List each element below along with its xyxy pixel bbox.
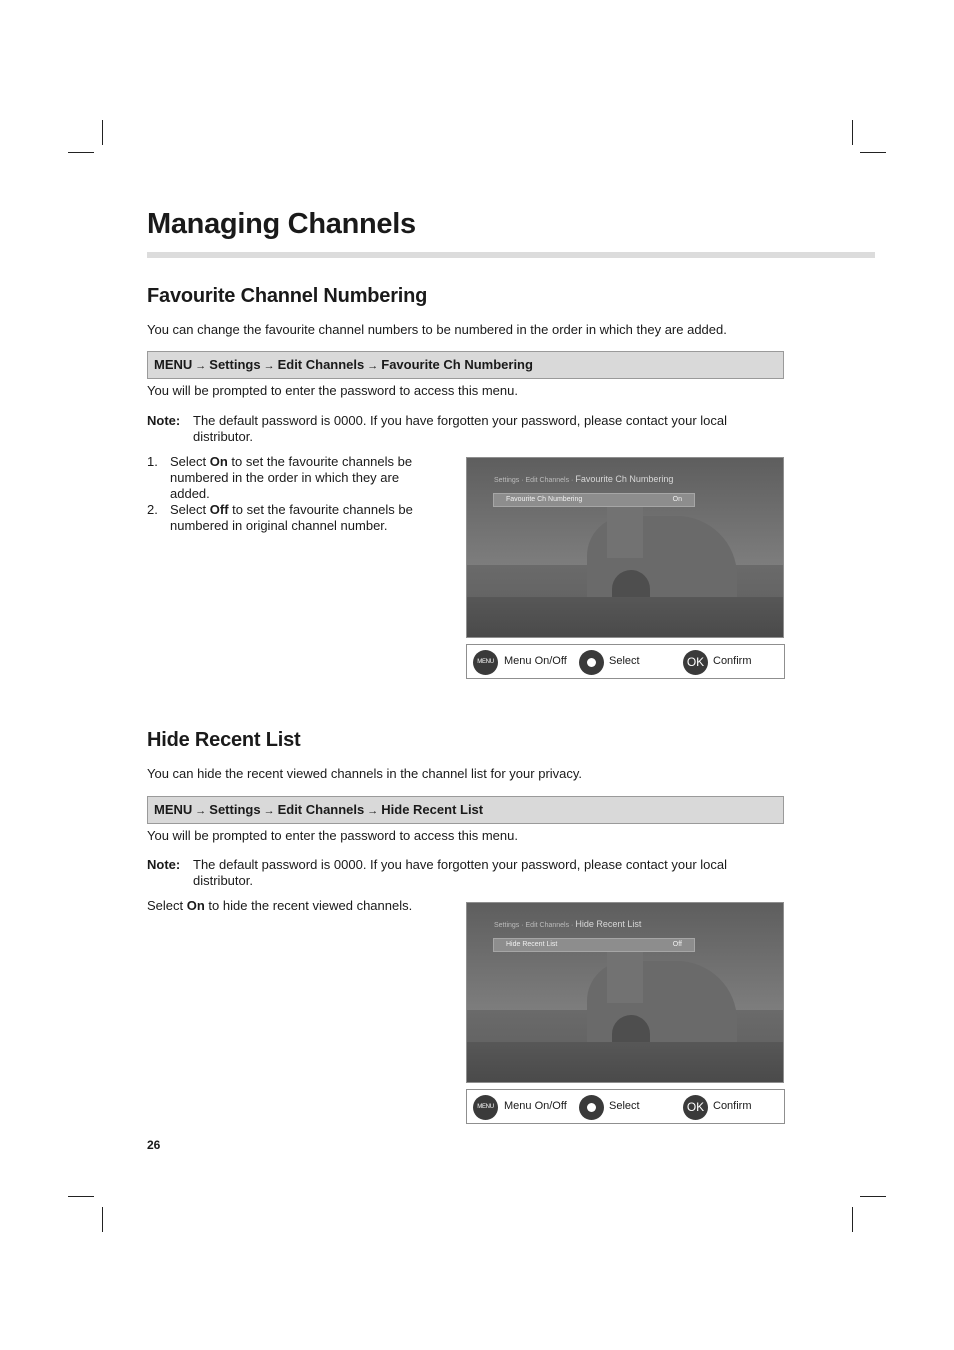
tv-row-value: On (672, 496, 682, 503)
title-rule (147, 252, 875, 258)
note (147, 857, 767, 889)
menu-key-label: Menu On/Off (504, 1100, 567, 1112)
nav-key-label: Select (609, 1100, 640, 1112)
crop-mark (102, 1207, 103, 1232)
instruction-text (147, 898, 412, 914)
crop-mark (852, 1207, 853, 1232)
note-label: Note: (147, 857, 181, 872)
step-text: Select (170, 454, 210, 469)
menu-key-icon: MENU (473, 1095, 498, 1120)
background-tower (607, 943, 643, 1003)
step-item (147, 454, 437, 502)
note-text: The default password is 0000. If you have forgotten your password, please contact your local distributor. (193, 857, 728, 888)
crop-mark (68, 1196, 94, 1197)
path-item: Hide Recent List (381, 802, 484, 817)
instruction-part: Select (147, 898, 187, 913)
path-arrow: → (263, 360, 275, 372)
remote-key-legend (466, 644, 785, 679)
remote-key-legend (466, 1089, 785, 1124)
tv-menu-row (493, 493, 695, 507)
section-intro: You can change the favourite channel numbers to be numbered in the order in which they are added. (147, 322, 727, 337)
tv-breadcrumb-path: Settings · Edit Channels · (494, 922, 574, 929)
page-number: 26 (147, 1138, 161, 1152)
tv-breadcrumb (494, 919, 641, 929)
tv-breadcrumb-current: Favourite Ch Numbering (575, 474, 674, 484)
tv-breadcrumb (494, 474, 673, 484)
step-number: 1. (147, 454, 158, 469)
nav-key-icon (579, 1095, 604, 1120)
crop-mark (102, 120, 103, 145)
tv-row-value: Off (672, 941, 682, 948)
note (147, 413, 767, 445)
step-option: Off (209, 502, 229, 517)
menu-path (147, 796, 784, 824)
tv-breadcrumb-current: Hide Recent List (575, 919, 642, 929)
page-title: Managing Channels (147, 208, 416, 240)
path-item: MENU (154, 802, 193, 817)
nav-key-label: Select (609, 655, 640, 667)
background-ground (467, 1042, 783, 1082)
step-item (147, 502, 437, 534)
step-number: 2. (147, 502, 158, 517)
ok-key-icon: OK (683, 650, 708, 675)
step-list (147, 454, 437, 534)
path-arrow: → (263, 805, 275, 817)
step-text: to set the favourite channels be numbered in original channel number. (170, 502, 413, 533)
crop-mark (852, 120, 853, 145)
instruction-part: to hide the recent viewed channels. (204, 898, 413, 913)
path-arrow: → (367, 805, 379, 817)
note-label: Note: (147, 413, 181, 428)
path-item: Edit Channels (277, 802, 365, 817)
section-intro: You can hide the recent viewed channels in the channel list for your privacy. (147, 766, 583, 781)
crop-mark (860, 152, 886, 153)
crop-mark (860, 1196, 886, 1197)
tv-screenshot (466, 457, 784, 638)
path-item: MENU (154, 357, 193, 372)
path-arrow: → (195, 360, 207, 372)
path-item: Settings (209, 802, 261, 817)
section-heading-favourite-channel-numbering: Favourite Channel Numbering (147, 285, 428, 307)
path-item: Settings (209, 357, 261, 372)
path-item: Edit Channels (277, 357, 365, 372)
password-prompt-text: You will be prompted to enter the password to access this menu. (147, 828, 518, 843)
tv-row-label: Favourite Ch Numbering (506, 496, 583, 503)
tv-screenshot (466, 902, 784, 1083)
path-arrow: → (195, 805, 207, 817)
section-heading-hide-recent-list: Hide Recent List (147, 729, 301, 751)
crop-mark (68, 152, 94, 153)
menu-path (147, 351, 784, 379)
menu-key-label: Menu On/Off (504, 655, 567, 667)
tv-row-label: Hide Recent List (506, 941, 558, 948)
password-prompt-text: You will be prompted to enter the password to access this menu. (147, 383, 518, 398)
background-ground (467, 597, 783, 637)
ok-key-label: Confirm (713, 1100, 752, 1112)
tv-breadcrumb-path: Settings · Edit Channels · (494, 477, 574, 484)
ok-key-label: Confirm (713, 655, 752, 667)
tv-menu-row (493, 938, 695, 952)
step-text: to set the favourite channels be numbered in the order in which they are added. (170, 454, 413, 501)
step-option: On (209, 454, 228, 469)
path-item: Favourite Ch Numbering (381, 357, 533, 372)
note-text: The default password is 0000. If you have forgotten your password, please contact your local distributor. (193, 413, 728, 444)
nav-key-icon (579, 650, 604, 675)
menu-key-icon: MENU (473, 650, 498, 675)
ok-key-icon: OK (683, 1095, 708, 1120)
background-tower (607, 498, 643, 558)
step-text: Select (170, 502, 210, 517)
path-arrow: → (367, 360, 379, 372)
instruction-option: On (186, 898, 205, 913)
